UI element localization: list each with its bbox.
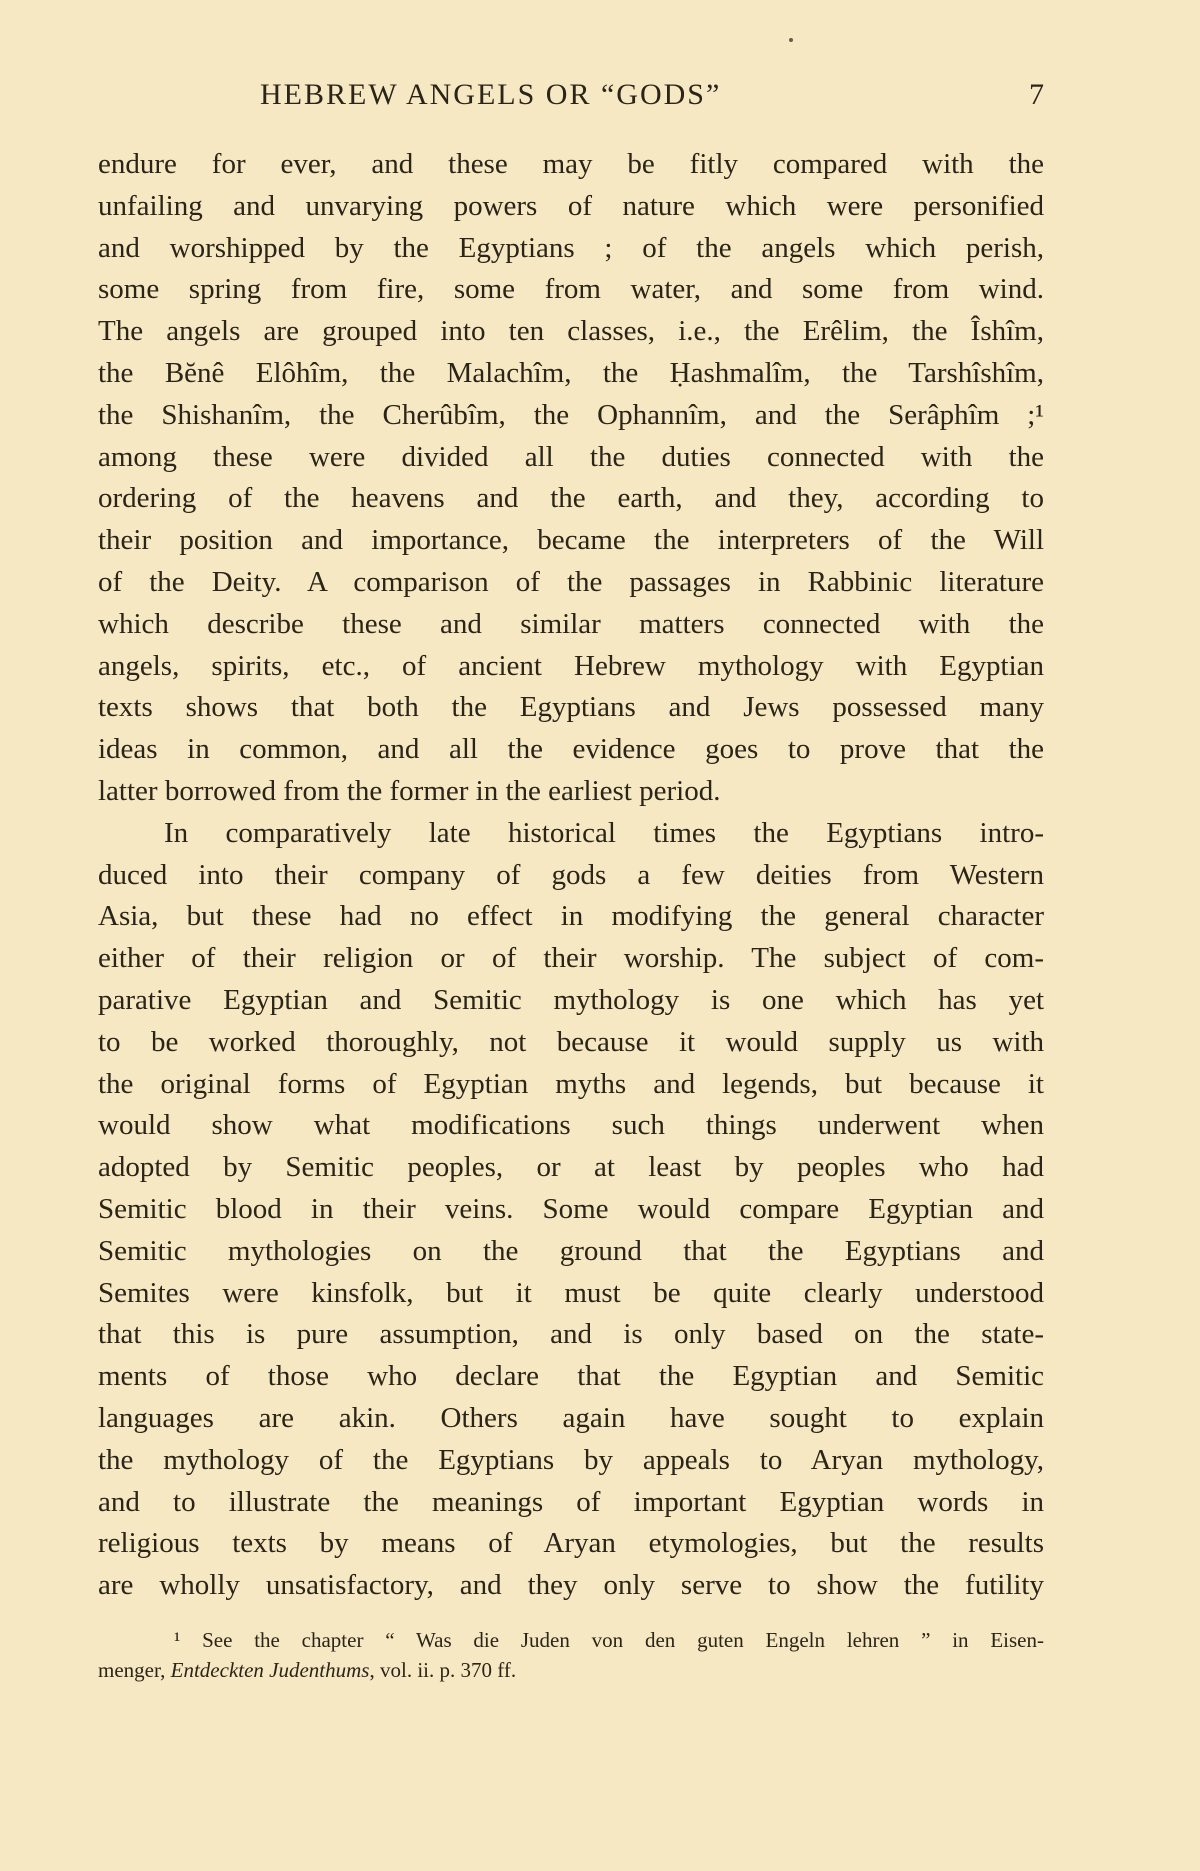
text-line: to be worked thoroughly, not because it would supply us with	[98, 1025, 1044, 1058]
footnote	[98, 1625, 1044, 1685]
text-line: duced into their company of gods a few deities from Western	[98, 858, 1044, 891]
page-number: 7	[1029, 78, 1044, 111]
footnote-text: menger,	[98, 1658, 171, 1682]
text-line: In comparatively late historical times the Egyptians intro-	[164, 816, 1044, 849]
text-line: either of their religion or of their worship. The subject of com-	[98, 942, 1044, 975]
text-line: and worshipped by the Egyptians ; of the angels which perish,	[98, 231, 1044, 264]
text-line: Asia, but these had no effect in modifying the general character	[98, 900, 1044, 933]
text-line: the Bĕnê Elôhîm, the Malachîm, the Ḥashmalîm, the Tarshîshîm,	[98, 356, 1044, 389]
text-line: angels, spirits, etc., of ancient Hebrew mythology with Egyptian	[98, 649, 1044, 682]
text-line: are wholly unsatisfactory, and they only serve to show the futility	[98, 1569, 1044, 1602]
running-head: HEBREW ANGELS OR “GODS”	[260, 78, 722, 111]
text-line: the mythology of the Egyptians by appeals to Aryan mythology,	[98, 1443, 1044, 1476]
text-line: would show what modifications such things underwent when	[98, 1109, 1044, 1142]
page-header	[98, 78, 1044, 118]
text-line: Semites were kinsfolk, but it must be quite clearly understood	[98, 1276, 1044, 1309]
text-line: and to illustrate the meanings of important Egyptian words in	[98, 1485, 1044, 1518]
text-line: texts shows that both the Egyptians and Jews possessed many	[98, 691, 1044, 724]
text-line: of the Deity. A comparison of the passages in Rabbinic literature	[98, 565, 1044, 598]
text-line: which describe these and similar matters connected with the	[98, 607, 1044, 640]
body-text	[98, 144, 1044, 1607]
text-line: the original forms of Egyptian myths and legends, but because it	[98, 1067, 1044, 1100]
page-speck	[789, 38, 793, 42]
text-line: their position and importance, became the interpreters of the Will	[98, 524, 1044, 557]
text-line: Semitic mythologies on the ground that the Egyptians and	[98, 1234, 1044, 1267]
footnote-line	[98, 1655, 1044, 1685]
text-line: Semitic blood in their veins. Some would compare Egyptian and	[98, 1192, 1044, 1225]
text-line: ordering of the heavens and the earth, and they, according to	[98, 482, 1044, 515]
text-line: ideas in common, and all the evidence goes to prove that the	[98, 733, 1044, 766]
text-line: the Shishanîm, the Cherûbîm, the Ophannîm, and the Serâphîm ;¹	[98, 398, 1044, 431]
text-line: unfailing and unvarying powers of nature which were personified	[98, 189, 1044, 222]
text-line: among these were divided all the duties connected with the	[98, 440, 1044, 473]
footnote-line: ¹ See the chapter “ Was die Juden von den guten Engeln lehren ” in Eisen-	[174, 1628, 1044, 1652]
text-line: ments of those who declare that the Egyptian and Semitic	[98, 1360, 1044, 1393]
text-line: adopted by Semitic peoples, or at least by peoples who had	[98, 1151, 1044, 1184]
text-line: latter borrowed from the former in the earliest period.	[98, 774, 721, 807]
text-line: some spring from fire, some from water, and some from wind.	[98, 273, 1044, 306]
text-line: The angels are grouped into ten classes, i.e., the Erêlim, the Îshîm,	[98, 315, 1044, 348]
text-line: languages are akin. Others again have sought to explain	[98, 1401, 1044, 1434]
text-line: that this is pure assumption, and is only based on the state-	[98, 1318, 1044, 1351]
text-line: parative Egyptian and Semitic mythology is one which has yet	[98, 983, 1044, 1016]
footnote-text: , vol. ii. p. 370 ff.	[369, 1658, 517, 1682]
footnote-book-title: Entdeckten Judenthums	[170, 1658, 370, 1682]
text-line: endure for ever, and these may be fitly compared with the	[98, 148, 1044, 180]
text-line: religious texts by means of Aryan etymologies, but the results	[98, 1527, 1044, 1560]
